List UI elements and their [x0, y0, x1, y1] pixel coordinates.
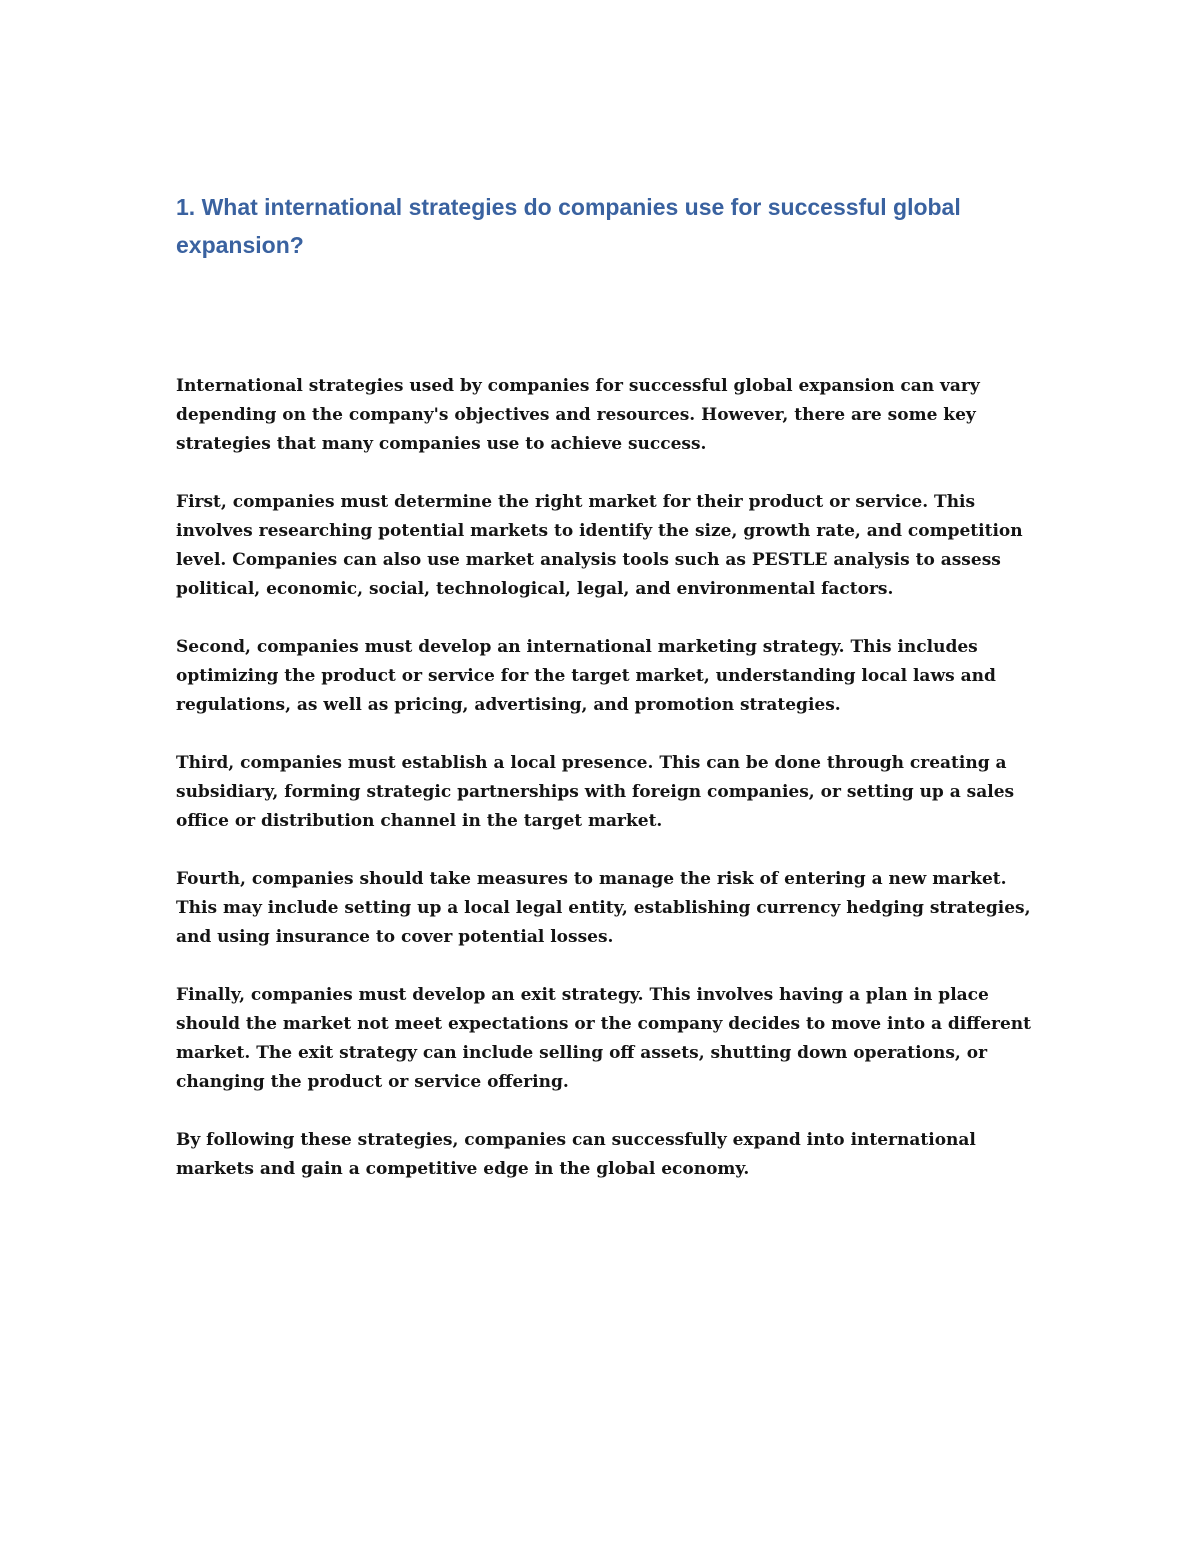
paragraph-finally-exit-strategy: Finally, companies must develop an exit strategy. This involves having a plan in place should the market not meet expectations or the company decides to move into a different market. The exit strategy can include selling off assets, shutting down operations, or changing the product or service offering. — [176, 985, 1032, 1092]
question-heading: 1. What international strategies do companies use for successful global expansion? — [176, 194, 961, 258]
paragraph-second-marketing-strategy: Second, companies must develop an international marketing strategy. This includes optimizing the product or service for the target market, understanding local laws and regulations, as well as pricing, advertising, and promotion strategies. — [176, 637, 996, 715]
paragraph-conclusion: By following these strategies, companies can successfully expand into international markets and gain a competitive edge in the global economy. — [176, 1130, 976, 1179]
paragraph-first-market-selection: First, companies must determine the right market for their product or service. This involves researching potential markets to identify the size, growth rate, and competition level. Companies can also use market analysis tools such as PESTLE analysis to assess political, economic, social, technological, legal, and environmental factors. — [176, 492, 1023, 599]
paragraph-third-local-presence: Third, companies must establish a local presence. This can be done through creating a subsidiary, forming strategic partnerships with foreign companies, or setting up a sales office or distribution channel in the target market. — [176, 753, 1015, 831]
paragraph-fourth-risk-management: Fourth, companies should take measures to manage the risk of entering a new market. This may include setting up a local legal entity, establishing currency hedging strategies, and using insurance to cover potential losses. — [176, 869, 1031, 947]
paragraph-intro: International strategies used by companies for successful global expansion can vary depending on the company's objectives and resources. However, there are some key strategies that many companies use to achieve success. — [176, 376, 980, 454]
answer-body — [176, 372, 1046, 1184]
